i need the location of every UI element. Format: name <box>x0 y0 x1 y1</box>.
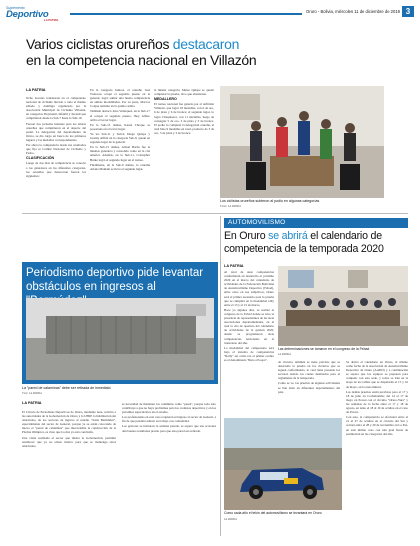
paragraph: En la categoría Juniors, el orureño José Troncoso ocupó el segundo puesto en la general, logró sumar una buena competencia en ambas modalidades. Por su parte, Marcos Colque terminó en la quinta casilla. <box>90 88 150 109</box>
paragraph: Por ahora la competencia desde sus resultados que fija el Comité Nacional de Ciclismo y Fesbo. <box>26 143 86 156</box>
paragraph: También destacó Jairo Velásquez, en la Sub-17 el ocupar el segundo puesto, Jhoy Alfaro arriba el tercer lugar. <box>90 109 150 122</box>
paragraph: Como se ve, las pruebas de algunas actividades se han dado en diferentes departamentos del país. <box>278 381 340 394</box>
article-periodismo-col2 <box>122 402 216 434</box>
logo-main: Deportivo <box>6 9 49 20</box>
subheading: MEDALLERO <box>154 97 177 102</box>
photo-credit: Fotos: LA PATRIA <box>220 205 241 208</box>
paragraph: El Círculo de Periodistas Deportivos de Oruro, mediante nota, solicitó a las autoridades de la Gobernación de Oruro y la UPRE la habilitación sin obstáculos, de los sectores de ingreso al estadio "Jesús Bermúdez", especialmente del sector de General, porque ya se están colocando de nuevo el "pared de calaminas" que intervendría la construcción de la Piscina Olímpica, es visto que la obra ya está concluida. <box>22 410 116 435</box>
paragraph: de circuito, también se tiene previsto que se desarrolle la prueba en los circuitos que se siguen conformando, lo cual tiene presente los sectores siendo los cuales destinados para el reglamento de la temporada. <box>278 360 340 381</box>
paragraph: En la Sub-13 damas, Karen Choque se posesionó en el tercer lugar. <box>90 122 150 131</box>
paragraph: la misma categoría, Mateo Quispe se quedó completar la prueba, tuvo que abandonar. <box>154 88 214 97</box>
paragraph: Ocho noveles transitaron en el campeonato nacional de ciclismo llevado a cabo el mismo sábado y domingo organizado por la Asociación Municipal de Ciclismo Villazón, en categorías Prejuvenil, Infantil y Juvenil que compitieron desde la Sub-7 hasta la Sub-19. <box>26 96 86 121</box>
cyclists-podium-photo <box>220 86 384 198</box>
subheading: CLASIFICACIÓN <box>26 156 55 161</box>
headline-part: Varios ciclistas orureños <box>26 36 173 52</box>
paragraph: Fueron dos jornadas intensas para los atletas orureños que compitieron en el deporte del pedal. La delegación del departamento de Oruro, se dio cargo en busca de los primeros lugares y las medallas correspondientes. <box>26 121 86 142</box>
headline-highlight: destacaron <box>172 36 240 52</box>
masthead <box>6 6 414 22</box>
supplement-logo <box>6 6 68 20</box>
paragraph: Se abrirá el calendario en Oruro, el mismo como fecha de la Asociación de Automovilismo Deportivo de Oruro (AADO) y a continuación se espera que los equipos se preparen para competir con esta sede, y todos se irán en la etapa de los rallies que se disputarán el 15 y 16 de mayo, en la zona minera. <box>346 360 408 389</box>
stadium-wall-photo <box>26 298 214 380</box>
paragraph: Hace ya algunos días, se realizó el congreso de la Febad donde se tuvo la presencia de representantes de las siete asociaciones departamentales, en el cual la cita de apertura del calendario de actividades de la gestión 2020, donde se programaron siete competencias nacionales en el transcurso del año. <box>224 307 274 345</box>
dateline: Oruro - Bolivia, miércoles 11 de diciembre de 2019 <box>306 9 400 14</box>
byline: LA PATRIA <box>26 88 46 92</box>
article-ciclismo-col3 <box>154 88 214 136</box>
article-ciclismo-col2 <box>90 88 150 172</box>
headline-part: el calendario de competencia de la temporada 2020 <box>224 230 384 255</box>
paragraph: La modalidad del campeonato será bajo el sistema de competencias "Rally" así como tal, el primer evento es el denominado "Ruta a Poopó". <box>224 345 274 362</box>
article-automovilismo-col1 <box>224 270 274 363</box>
article-periodismo-headline: Periodismo deportivo pide levantar obstáculos en ingresos al <box>26 267 204 293</box>
paragraph: Una visita realizada al sector que ilustra la Gobernación, permitió establecer que ya no existe motivo para que se mantenga estos obstáculos. <box>22 435 116 448</box>
paragraph: Al total de siete competencias conformarán en desarrollo el próximo 2020 en el marco del calendario de actividades de la Federación Boliviana de Automovilismo Deportivo (Febad), entre otros en sus subjetivos, Oruro será el primer escenario para la prueba que se cumplirá en la modalidad rally entre el 13 y el 15 de marzo. <box>224 270 274 307</box>
paragraph: Los gestores se iniciaron la semana pasada, se espera que sus acciones den buenos resultados pronto para que esta pared sea retirada. <box>122 424 216 433</box>
photo-caption: La "pared de calaminas" debe ser retirada de inmediato <box>22 386 111 390</box>
byline: LA PATRIA <box>224 264 244 268</box>
photo-caption: Los ciclistas orureños subieron al podio en algunas categorías <box>220 199 320 203</box>
paragraph: Luego de dos días de competencia se conoció a los ganadores en las diferentes categorías, los orureños que destacaron fueron los siguientes: <box>26 161 86 178</box>
congress-photo <box>278 266 408 346</box>
photo-credit: LA PATRIA <box>224 518 237 521</box>
photo-caption: Como cada año el telón del automovilismo se levantará en Oruro <box>224 511 322 515</box>
section-kicker <box>224 218 408 228</box>
headline-highlight: se abrirá <box>268 230 308 242</box>
headline-part: En Oruro <box>224 230 269 242</box>
article-ciclismo-headline <box>26 36 386 68</box>
vertical-separator <box>220 216 221 536</box>
kicker-label: AUTOMOVILISMO <box>228 219 286 226</box>
paragraph: Los profesionales en este caso requieren el ingreso al sector de General, a fin de que puedan realizar su trabajo con comodidad. <box>122 415 216 424</box>
article-automovilismo-headline <box>224 230 410 255</box>
header-rule <box>70 13 302 15</box>
headline-part: en la competencia nacional en Villazón <box>26 52 257 68</box>
article-periodismo-col1 <box>22 410 116 449</box>
paragraph: Finalmente, en la Sub-9 damas, la orureña Ariana Mamani se llevó el segundo lugar. <box>90 162 150 171</box>
article-automovilismo-col3 <box>346 360 408 437</box>
paragraph: Las demás pruebas están previstas para el 17 y 18 de julio en Cochabamba; del 14 al 17 de mayo en Potosí con el circuito "Oruro-Yura" y las semanas de la fecha entre el 17 y 18 de agosto, en tanto el 18 al 19 de octubre en el caso de Potosí. <box>346 389 408 415</box>
paragraph: se necesidad de mantener los calaminas como "pared", porque todo esto contribuye a que no haya problemas para los cronistas deportivos y en los próximos espectáculos en el estadio. <box>122 402 217 415</box>
paragraph: El torneo nacional fue ganado por el anfitrión Villazón, que logró 18 medallas, con 6 de oro, 6 de plata y 6 de bronce; el segundo lugar, lo logró Chuquisaca, con 11 medallas, luego de consagrar 5 de oro, 3 de plata y 3 de bronce. El podio lo completó la delegación orureña, el cual hizo 9 medallas en total, producto de 3 de oro, 3 de plata y 3 de bronce. <box>154 102 214 135</box>
paragraph: Ya los Sub-11 y Sub-9, Diego Quispe y Jeremy Aiflón en la categoría Sub-9, quedó en segundo lugar de la general. <box>90 131 150 145</box>
page-number: 3 <box>402 6 414 17</box>
paragraph: Con esto, la competencia se efectuará entre el 21 al 27 de octubre en el circuito del Sur y cerrará entre el 28 y 29 de noviembre en La Paz, en este último caso con una gran fiesta de premiación en las categorías del año. <box>346 415 408 436</box>
article-ciclismo-col1 <box>26 96 86 179</box>
logo-sub: LA PATRIA <box>44 18 59 22</box>
paragraph: En la Sub-15 damas, Alison Barba fue la mismas ganadora y consolidó como en la cita anterior. Además, en la Sub-11, Cristopher Burke logró el segundo lugar en el torneo. <box>90 145 150 162</box>
photo-caption: Las determinaciones se tomaron en el congreso de la Febad <box>278 347 370 351</box>
byline: LA PATRIA <box>22 401 42 405</box>
photo-credit: Foto: LA PATRIA <box>22 392 42 395</box>
photo-credit: LA PATRIA <box>278 353 291 356</box>
rally-car-photo <box>224 418 342 510</box>
logo-top: Suplemento <box>6 6 25 10</box>
separator <box>22 213 408 214</box>
article-automovilismo-col2 <box>278 360 340 395</box>
